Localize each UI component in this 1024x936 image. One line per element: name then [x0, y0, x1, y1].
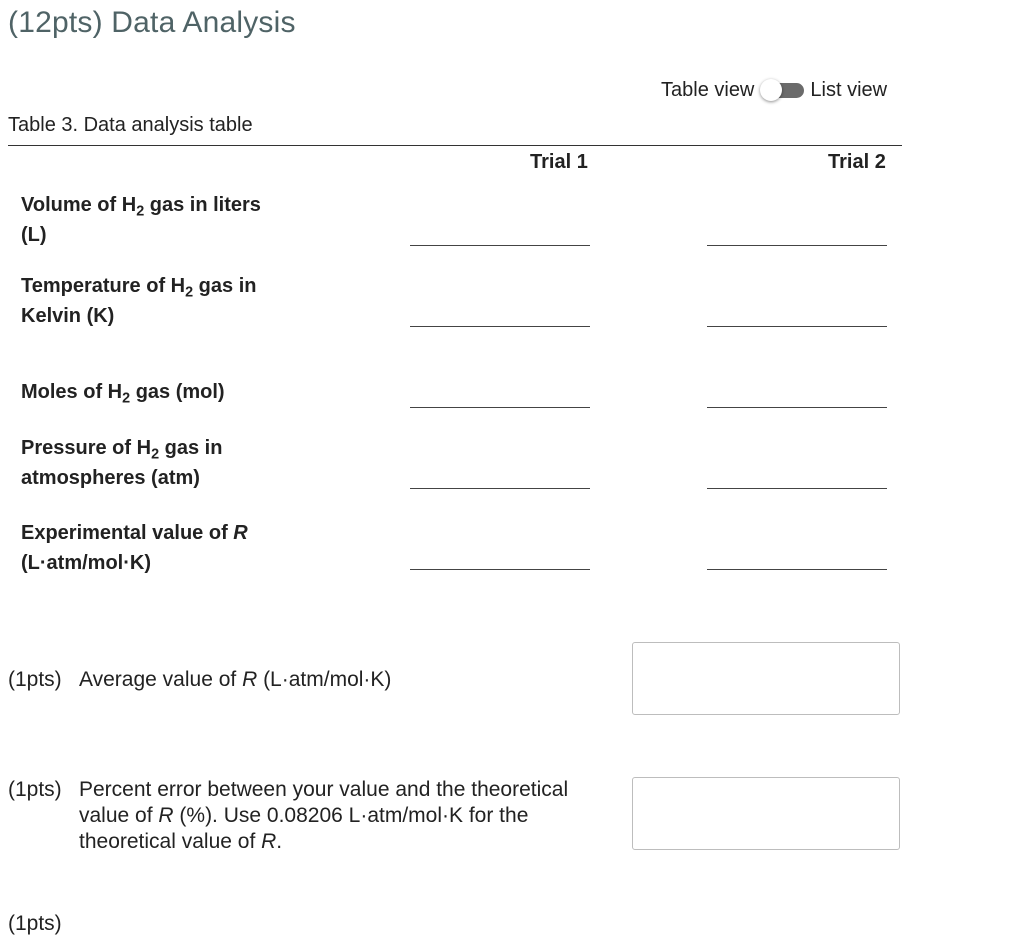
table-caption: Table 3. Data analysis table — [8, 114, 253, 136]
experimental-r-trial-2-input[interactable] — [707, 569, 887, 570]
table-top-rule — [8, 145, 902, 146]
average-r-answer-input[interactable] — [632, 642, 900, 715]
average-r-question: Average value of R (L·atm/mol·K) — [79, 668, 392, 691]
row-label-pressure: Pressure of $H_2$ gas in atmospheres (atm) — [21, 437, 223, 489]
next-question-points: (1pts) — [8, 912, 62, 935]
experimental-r-trial-1-input[interactable] — [410, 569, 590, 570]
row-label-temperature: Temperature of $H_2$ gas in Kelvin (K) — [21, 275, 257, 327]
percent-error-answer-input[interactable] — [632, 777, 900, 850]
temperature-trial-2-input[interactable] — [707, 326, 887, 327]
table-view-label[interactable]: Table view — [661, 78, 755, 101]
pressure-trial-1-input[interactable] — [410, 488, 590, 489]
moles-trial-1-input[interactable] — [410, 407, 590, 408]
moles-trial-2-input[interactable] — [707, 407, 887, 408]
page-title: (12pts) Data Analysis — [8, 6, 296, 39]
average-r-points: (1pts) — [8, 668, 62, 691]
percent-error-points: (1pts) — [8, 778, 62, 801]
row-label-moles: Moles of $H_2$ gas (mol) — [21, 381, 225, 407]
view-toggle — [661, 76, 887, 104]
row-label-volume: Volume of $H_2$ gas in liters (L) — [21, 194, 261, 246]
row-label-experimental-r: Experimental value of R (L·atm/mol·K) — [21, 522, 248, 574]
column-header-trial-2: Trial 2 — [828, 151, 886, 173]
view-toggle-switch[interactable] — [760, 79, 804, 101]
percent-error-question: Percent error between your value and the theoretical value of R (%). Use 0.08206 L·atm/mol·K for the theoretical value of R. — [79, 778, 569, 853]
volume-trial-1-input[interactable] — [410, 245, 590, 246]
list-view-label[interactable]: List view — [810, 78, 888, 101]
temperature-trial-1-input[interactable] — [410, 326, 590, 327]
column-header-trial-1: Trial 1 — [530, 151, 588, 173]
volume-trial-2-input[interactable] — [707, 245, 887, 246]
pressure-trial-2-input[interactable] — [707, 488, 887, 489]
